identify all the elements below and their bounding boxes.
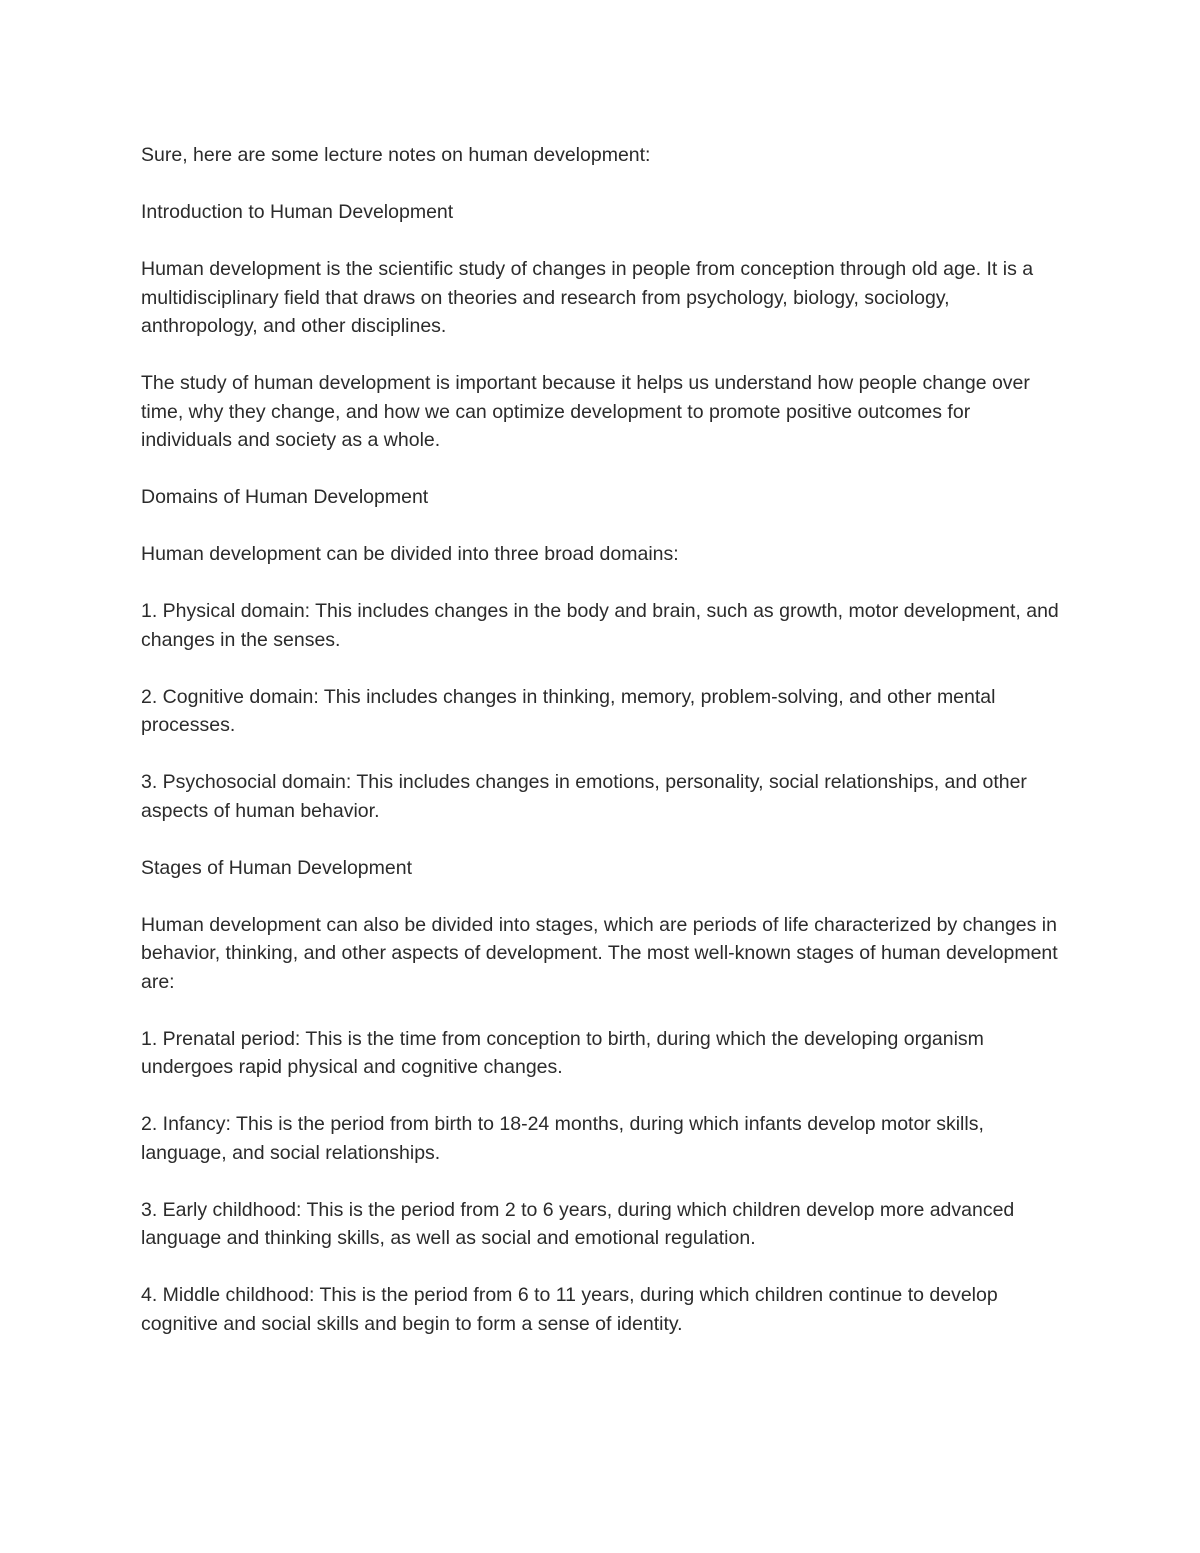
list-item-psychosocial-domain: 3. Psychosocial domain: This includes changes in emotions, personality, social relationships, and other aspects of human behavior. (141, 771, 1027, 822)
paragraph-domains-intro: Human development can be divided into three broad domains: (141, 543, 679, 565)
list-item-prenatal: 1. Prenatal period: This is the time from conception to birth, during which the developing organism undergoes rapid physical and cognitive changes. (141, 1027, 984, 1078)
list-item-middle-childhood: 4. Middle childhood: This is the period from 6 to 11 years, during which children continue to develop cognitive and social skills and begin to form a sense of identity. (141, 1284, 998, 1335)
paragraph-importance: The study of human development is important because it helps us understand how people change over time, why they change, and how we can optimize development to promote positive outcomes for individuals and society as a whole. (141, 372, 1030, 451)
section-heading-domains: Domains of Human Development (141, 486, 429, 508)
list-item-physical-domain: 1. Physical domain: This includes changes in the body and brain, such as growth, motor development, and changes in the senses. (141, 600, 1059, 651)
document-page (141, 141, 1061, 1338)
list-item-infancy: 2. Infancy: This is the period from birth to 18-24 months, during which infants develop motor skills, language, and social relationships. (141, 1113, 984, 1164)
section-heading-stages: Stages of Human Development (141, 856, 412, 879)
section-heading-introduction: Introduction to Human Development (141, 201, 454, 223)
paragraph-definition: Human development is the scientific study of changes in people from conception through old age. It is a multidisciplinary field that draws on theories and research from psychology, biology, sociology, anthropology, and other disciplines. (141, 258, 1034, 337)
list-item-cognitive-domain: 2. Cognitive domain: This includes changes in thinking, memory, problem-solving, and other mental processes. (141, 685, 996, 736)
list-item-early-childhood: 3. Early childhood: This is the period from 2 to 6 years, during which children develop more advanced language and thinking skills, as well as social and emotional regulation. (141, 1198, 1015, 1249)
intro-line: Sure, here are some lecture notes on human development: (141, 144, 651, 166)
paragraph-stages-intro: Human development can also be divided into stages, which are periods of life characterized by changes in behavior, thinking, and other aspects of development. The most well-known stages of human development are: (141, 913, 1058, 993)
